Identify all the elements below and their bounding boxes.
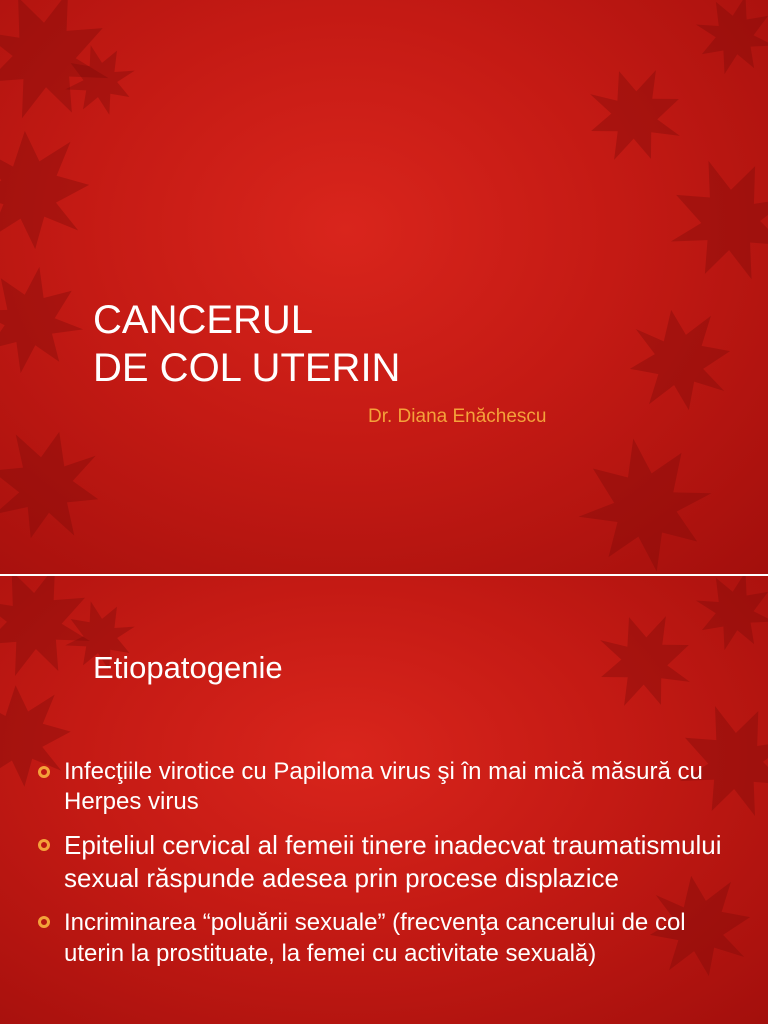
bullet-ring-icon: [38, 839, 50, 851]
bullet-list: [38, 757, 738, 969]
maple-leaf-icon: [596, 276, 763, 443]
maple-leaf-icon: [558, 418, 732, 574]
list-item: [38, 829, 738, 895]
maple-leaf-icon: [0, 250, 100, 389]
list-item: [38, 757, 738, 817]
title-line-2: DE COL UTERIN: [93, 346, 401, 390]
author-subtitle: Dr. Diana Enăchescu: [368, 406, 547, 427]
bullet-ring-icon: [38, 916, 50, 928]
bullet-text: Incriminarea “poluării sexuale” (frecvenţa cancerului de col uterin la prostituate, la femei cu activitate sexuală): [64, 909, 686, 967]
slide-heading: Etiopatogenie: [93, 650, 283, 685]
bullet-ring-icon: [38, 766, 50, 778]
bullet-text: Infecţiile virotice cu Papiloma virus şi în mai mică măsură cu Herpes virus: [64, 758, 703, 815]
slide-title: [93, 296, 400, 392]
bullet-text: Epiteliul cervical al femeii tinere inadecvat traumatismului sexual răspunde adesea prin procese displazice: [64, 830, 722, 893]
maple-leaf-icon: [0, 396, 134, 574]
title-line-1: CANCERUL: [93, 298, 314, 342]
list-item: [38, 907, 738, 969]
maple-leaf-icon: [680, 0, 768, 90]
